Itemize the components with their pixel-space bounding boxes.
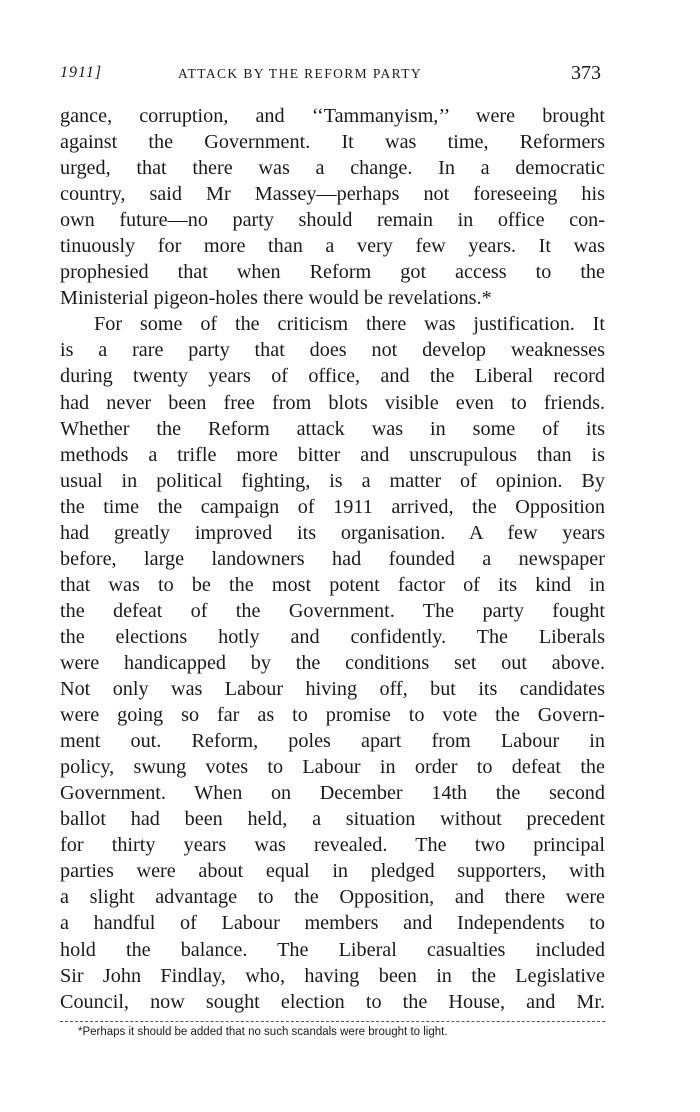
text-line: ment out. Reform, poles apart from Labour in xyxy=(60,730,605,753)
text-line: For some of the criticism there was justification. It xyxy=(94,313,605,336)
text-line: were going so far as to promise to vote the Govern- xyxy=(60,704,605,727)
text-line: hold the balance. The Liberal casualties included xyxy=(60,938,605,961)
text-line: Whether the Reform attack was in some of its xyxy=(60,417,605,440)
text-line: urged, that there was a change. In a democratic xyxy=(60,157,605,180)
text-line: the time the campaign of 1911 arrived, the Opposition xyxy=(60,495,605,518)
text-line: Council, now sought election to the House, and Mr. xyxy=(60,990,605,1013)
running-head-year: 1911] xyxy=(60,64,103,81)
text-line: tinuously for more than a very few years. It was xyxy=(60,235,605,258)
footnote-rule xyxy=(60,1021,605,1022)
text-line: methods a trifle more bitter and unscrupulous than is xyxy=(60,443,605,466)
text-line: own future—no party should remain in office con- xyxy=(60,209,605,232)
text-line: had never been free from blots visible even to friends. xyxy=(60,391,605,414)
text-line: that was to be the most potent factor of its kind in xyxy=(60,573,605,596)
text-line: before, large landowners had founded a newspaper xyxy=(60,547,605,570)
text-line: during twenty years of office, and the Liberal record xyxy=(60,365,605,388)
text-line: prophesied that when Reform got access to the xyxy=(60,261,605,284)
text-line: for thirty years was revealed. The two principal xyxy=(60,834,605,857)
text-line: were handicapped by the conditions set out above. xyxy=(60,651,605,674)
footnote: *Perhaps it should be added that no such scandals were brought to light. xyxy=(78,1026,448,1038)
text-line: gance, corruption, and ‘‘Tammanyism,’’ were brought xyxy=(60,105,605,127)
text-line: the elections hotly and confidently. The Liberals xyxy=(60,625,605,648)
text-line: ballot had been held, a situation without precedent xyxy=(60,808,605,831)
running-head-title: ATTACK BY THE REFORM PARTY xyxy=(178,66,423,81)
text-line: against the Government. It was time, Reformers xyxy=(60,131,605,154)
running-head xyxy=(60,62,605,86)
text-line: Government. When on December 14th the second xyxy=(60,782,605,805)
text-line: is a rare party that does not develop weaknesses xyxy=(60,339,605,362)
text-line: a slight advantage to the Opposition, and there were xyxy=(60,886,605,909)
text-line: a handful of Labour members and Independents to xyxy=(60,912,605,935)
text-line: the defeat of the Government. The party fought xyxy=(60,599,605,622)
text-line: Sir John Findlay, who, having been in the Legislative xyxy=(60,964,605,987)
text-line: Not only was Labour hiving off, but its candidates xyxy=(60,678,605,701)
text-line: usual in political fighting, is a matter of opinion. By xyxy=(60,469,605,492)
body-text xyxy=(60,103,605,1015)
text-line: policy, swung votes to Labour in order to defeat the xyxy=(60,756,605,779)
text-line: Ministerial pigeon-holes there would be revelations.* xyxy=(60,287,492,310)
text-line: parties were about equal in pledged supporters, with xyxy=(60,860,605,883)
page-number: 373 xyxy=(571,62,601,84)
text-line: country, said Mr Massey—perhaps not foreseeing his xyxy=(60,183,605,206)
text-line: had greatly improved its organisation. A few years xyxy=(60,521,605,544)
